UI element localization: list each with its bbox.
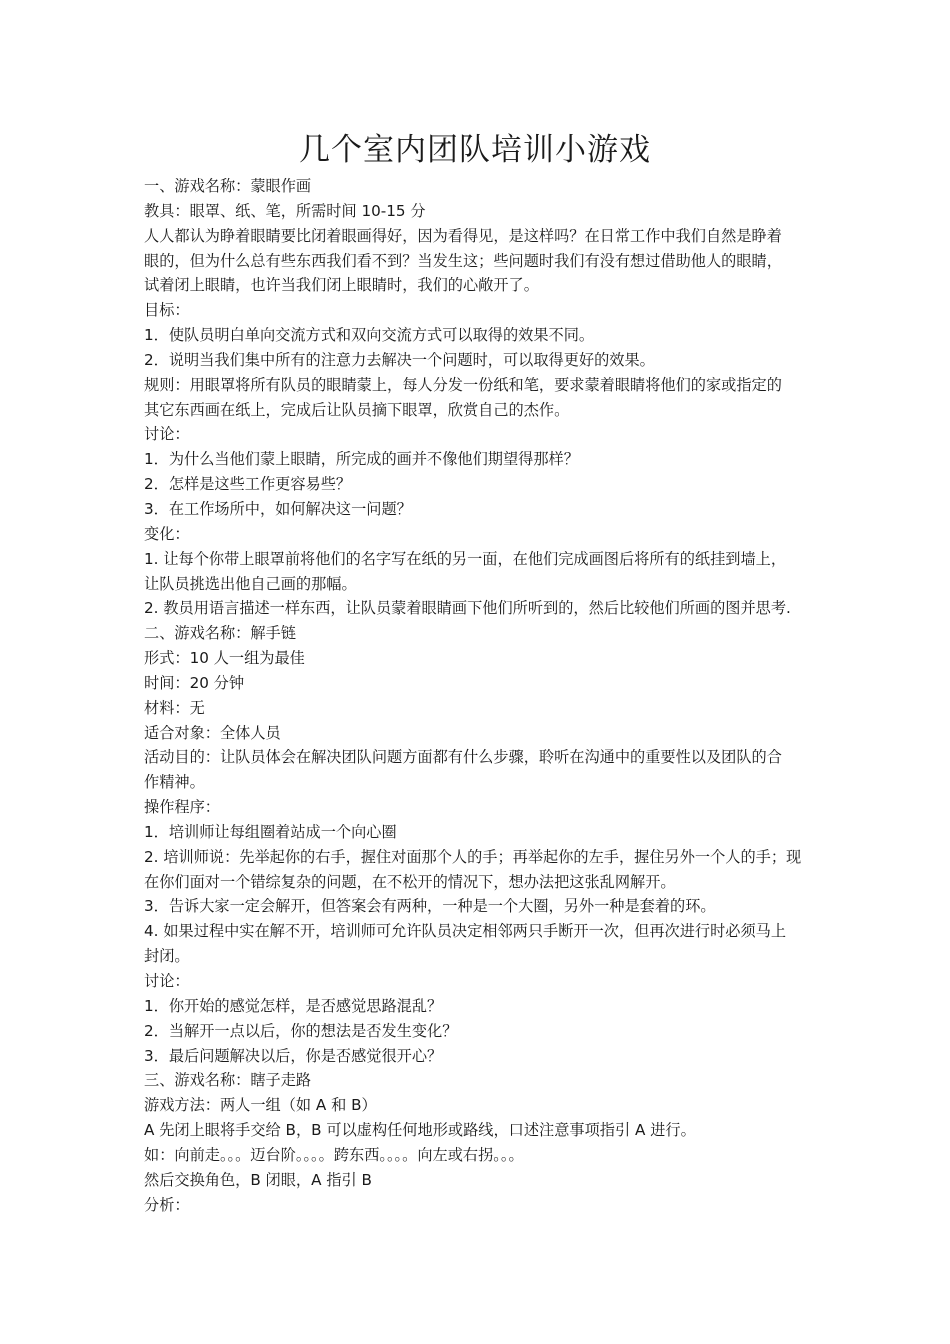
text-line: 其它东西画在纸上，完成后让队员摘下眼罩，欣赏自己的杰作。 <box>144 400 570 419</box>
text-line: 三、游戏名称：瞎子走路 <box>144 1071 312 1090</box>
text-line: 形式：10 人一组为最佳 <box>144 649 305 668</box>
text-line: 一、游戏名称：蒙眼作画 <box>144 177 312 195</box>
text-line: 2. 教员用语言描述一样东西，让队员蒙着眼睛画下他们所听到的，然后比较他们所画的图并思考. <box>144 599 791 618</box>
text-line: 试着闭上眼睛，也许当我们闭上眼睛时，我们的心敞开了。 <box>144 276 539 295</box>
text-line: 适合对象：全体人员 <box>144 723 281 742</box>
text-line: 在你们面对一个错综复杂的问题，在不松开的情况下，想办法把这张乱网解开。 <box>144 872 676 891</box>
document-body <box>144 174 812 1217</box>
text-line: 3．告诉大家一定会解开，但答案会有两种，一种是一个大圈，另外一种是套着的环。 <box>144 897 716 916</box>
text-line: 然后交换角色，B 闭眼，A 指引 B <box>144 1170 372 1189</box>
text-line: 让队员挑选出他自己画的那幅。 <box>144 574 357 593</box>
text-line: 活动目的：让队员体会在解决团队问题方面都有什么步骤，聆听在沟通中的重要性以及团队的合 <box>144 748 782 767</box>
text-line: 2．说明当我们集中所有的注意力去解决一个问题时，可以取得更好的效果。 <box>144 350 655 369</box>
text-line: 3．最后问题解决以后，你是否感觉很开心？ <box>144 1046 443 1065</box>
text-line: 游戏方法：两人一组（如 A 和 B） <box>144 1096 377 1115</box>
text-line: 眼的，但为什么总有些东西我们看不到？当发生这；些问题时我们有没有想过借助他人的眼睛， <box>144 251 782 270</box>
text-line: 材料：无 <box>144 698 205 717</box>
text-line: 1．你开始的感觉怎样，是否感觉思路混乱？ <box>144 996 443 1015</box>
text-line: 4. 如果过程中实在解不开，培训师可允许队员决定相邻两只手断开一次，但再次进行时必须马上 <box>144 922 787 941</box>
text-line: 二、游戏名称：解手链 <box>144 624 296 643</box>
text-line: 1．使队员明白单向交流方式和双向交流方式可以取得的效果不同。 <box>144 326 595 345</box>
text-line: A 先闭上眼将手交给 B，B 可以虚构任何地形或路线，口述注意事项指引 A 进行。 <box>144 1121 696 1140</box>
text-line: 讨论： <box>144 425 190 444</box>
text-line: 封闭。 <box>144 947 190 966</box>
text-line: 1．培训师让每组圈着站成一个向心圈 <box>144 822 397 841</box>
text-line: 1. 让每个你带上眼罩前将他们的名字写在纸的另一面，在他们完成画图后将所有的纸挂到墙上， <box>144 549 787 568</box>
text-line: 操作程序： <box>144 798 220 817</box>
document-title: 几个室内团队培训小游戏 <box>299 132 651 168</box>
text-line: 目标： <box>144 301 190 320</box>
text-line: 2．当解开一点以后，你的想法是否发生变化？ <box>144 1021 458 1040</box>
text-line: 讨论： <box>144 972 190 990</box>
text-line: 教具：眼罩、纸、笔，所需时间 10-15 分 <box>144 201 426 220</box>
text-line: 2. 培训师说：先举起你的右手，握住对面那个人的手；再举起你的左手，握住另外一个人的手；现 <box>144 847 802 866</box>
text-line: 人人都认为睁着眼睛要比闭着眼画得好，因为看得见，是这样吗？在日常工作中我们自然是睁着 <box>144 226 782 245</box>
text-line: 规则：用眼罩将所有队员的眼睛蒙上，每人分发一份纸和笔，要求蒙着眼睛将他们的家或指定的 <box>144 375 782 394</box>
text-line: 如：向前走。。。迈台阶。。。。跨东西。。。。向左或右拐。。。 <box>144 1145 524 1164</box>
text-line: 时间：20 分钟 <box>144 673 245 692</box>
text-line: 1．为什么当他们蒙上眼睛，所完成的画并不像他们期望得那样？ <box>144 450 579 469</box>
text-line: 作精神。 <box>144 773 205 792</box>
text-line: 分析： <box>144 1195 190 1214</box>
text-line: 变化： <box>144 524 190 543</box>
text-line: 3．在工作场所中，如何解决这一问题？ <box>144 499 412 518</box>
text-line: 2．怎样是这些工作更容易些？ <box>144 475 352 494</box>
